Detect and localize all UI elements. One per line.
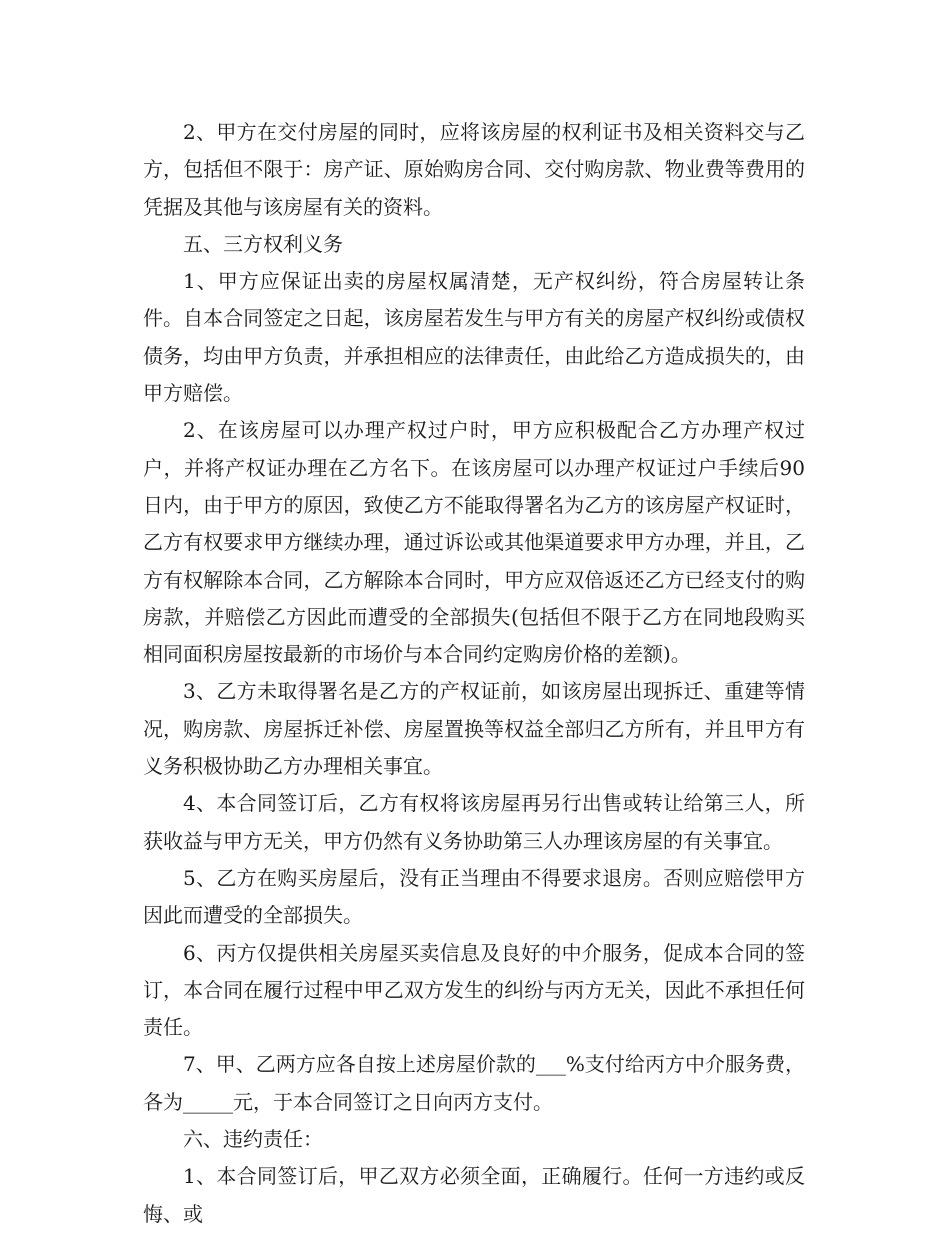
clause-6-1-performance: 1、本合同签订后，甲乙双方必须全面，正确履行。任何一方违约或反悔、或 <box>143 1164 805 1226</box>
clause-5-2-title-transfer: 2、在该房屋可以办理产权过户时，甲方应积极配合乙方办理产权过户，并将产权证办理在乙方名下。在该房屋可以办理产权证过户手续后90日内，由于甲方的原因，致使乙方不能取得署名为乙方的该房屋产权证时，乙方有权要求甲方继续办理，通过诉讼或其他渠道要求甲方办理，并且，乙方有权解除本合同，乙方解除本合同时，甲方应双倍返还乙方已经支付的购房款，并赔偿乙方因此而遭受的全部损失(包括但不限于乙方在同地段购买相同面积房屋按最新的市场价与本合同约定购房价格的差额)。 <box>143 418 805 667</box>
section-heading-breach-liability: 六、违约责任： <box>183 1127 323 1152</box>
clause-4-2-document-handover: 2、甲方在交付房屋的同时，应将该房屋的权利证书及相关资料交与乙方，包括但不限于：房产证、原始购房合同、交付购房款、物业费等费用的凭据及其他与该房屋有关的资料。 <box>143 120 805 219</box>
clause-5-5-no-return: 5、乙方在购买房屋后，没有正当理由不得要求退房。否则应赔偿甲方因此而遭受的全部损失。 <box>143 865 805 928</box>
clause-5-4-resale-rights: 4、本合同签订后，乙方有权将该房屋再另行出售或转让给第三人，所获收益与甲方无关，甲方仍然有义务协助第三人办理该房屋的有关事宜。 <box>143 791 805 853</box>
section-heading-rights-obligations: 五、三方权利义务 <box>183 231 343 256</box>
clause-5-7-agent-fee: 7、甲、乙两方应各自按上述房屋价款的___%支付给丙方中介服务费，各为_____元，于本合同签订之日向丙方支付。 <box>143 1052 805 1114</box>
clause-5-3-demolition-rights: 3、乙方未取得署名是乙方的产权证前，如该房屋出现拆迁、重建等情况，购房款、房屋拆迁补偿、房屋置换等权益全部归乙方所有，并且甲方有义务积极协助乙方办理相关事宜。 <box>143 679 805 779</box>
clause-5-6-agent-liability: 6、丙方仅提供相关房屋买卖信息及良好的中介服务，促成本合同的签订，本合同在履行过程中甲乙双方发生的纠纷与丙方无关，因此不承担任何责任。 <box>143 940 805 1040</box>
document-body <box>143 114 805 1233</box>
clause-5-1-ownership-guarantee: 1、甲方应保证出卖的房屋权属清楚，无产权纠纷，符合房屋转让条件。自本合同签定之日起，该房屋若发生与甲方有关的房屋产权纠纷或债权债务，均由甲方负责，并承担相应的法律责任，由此给乙方造成损失的，由甲方赔偿。 <box>143 269 805 406</box>
